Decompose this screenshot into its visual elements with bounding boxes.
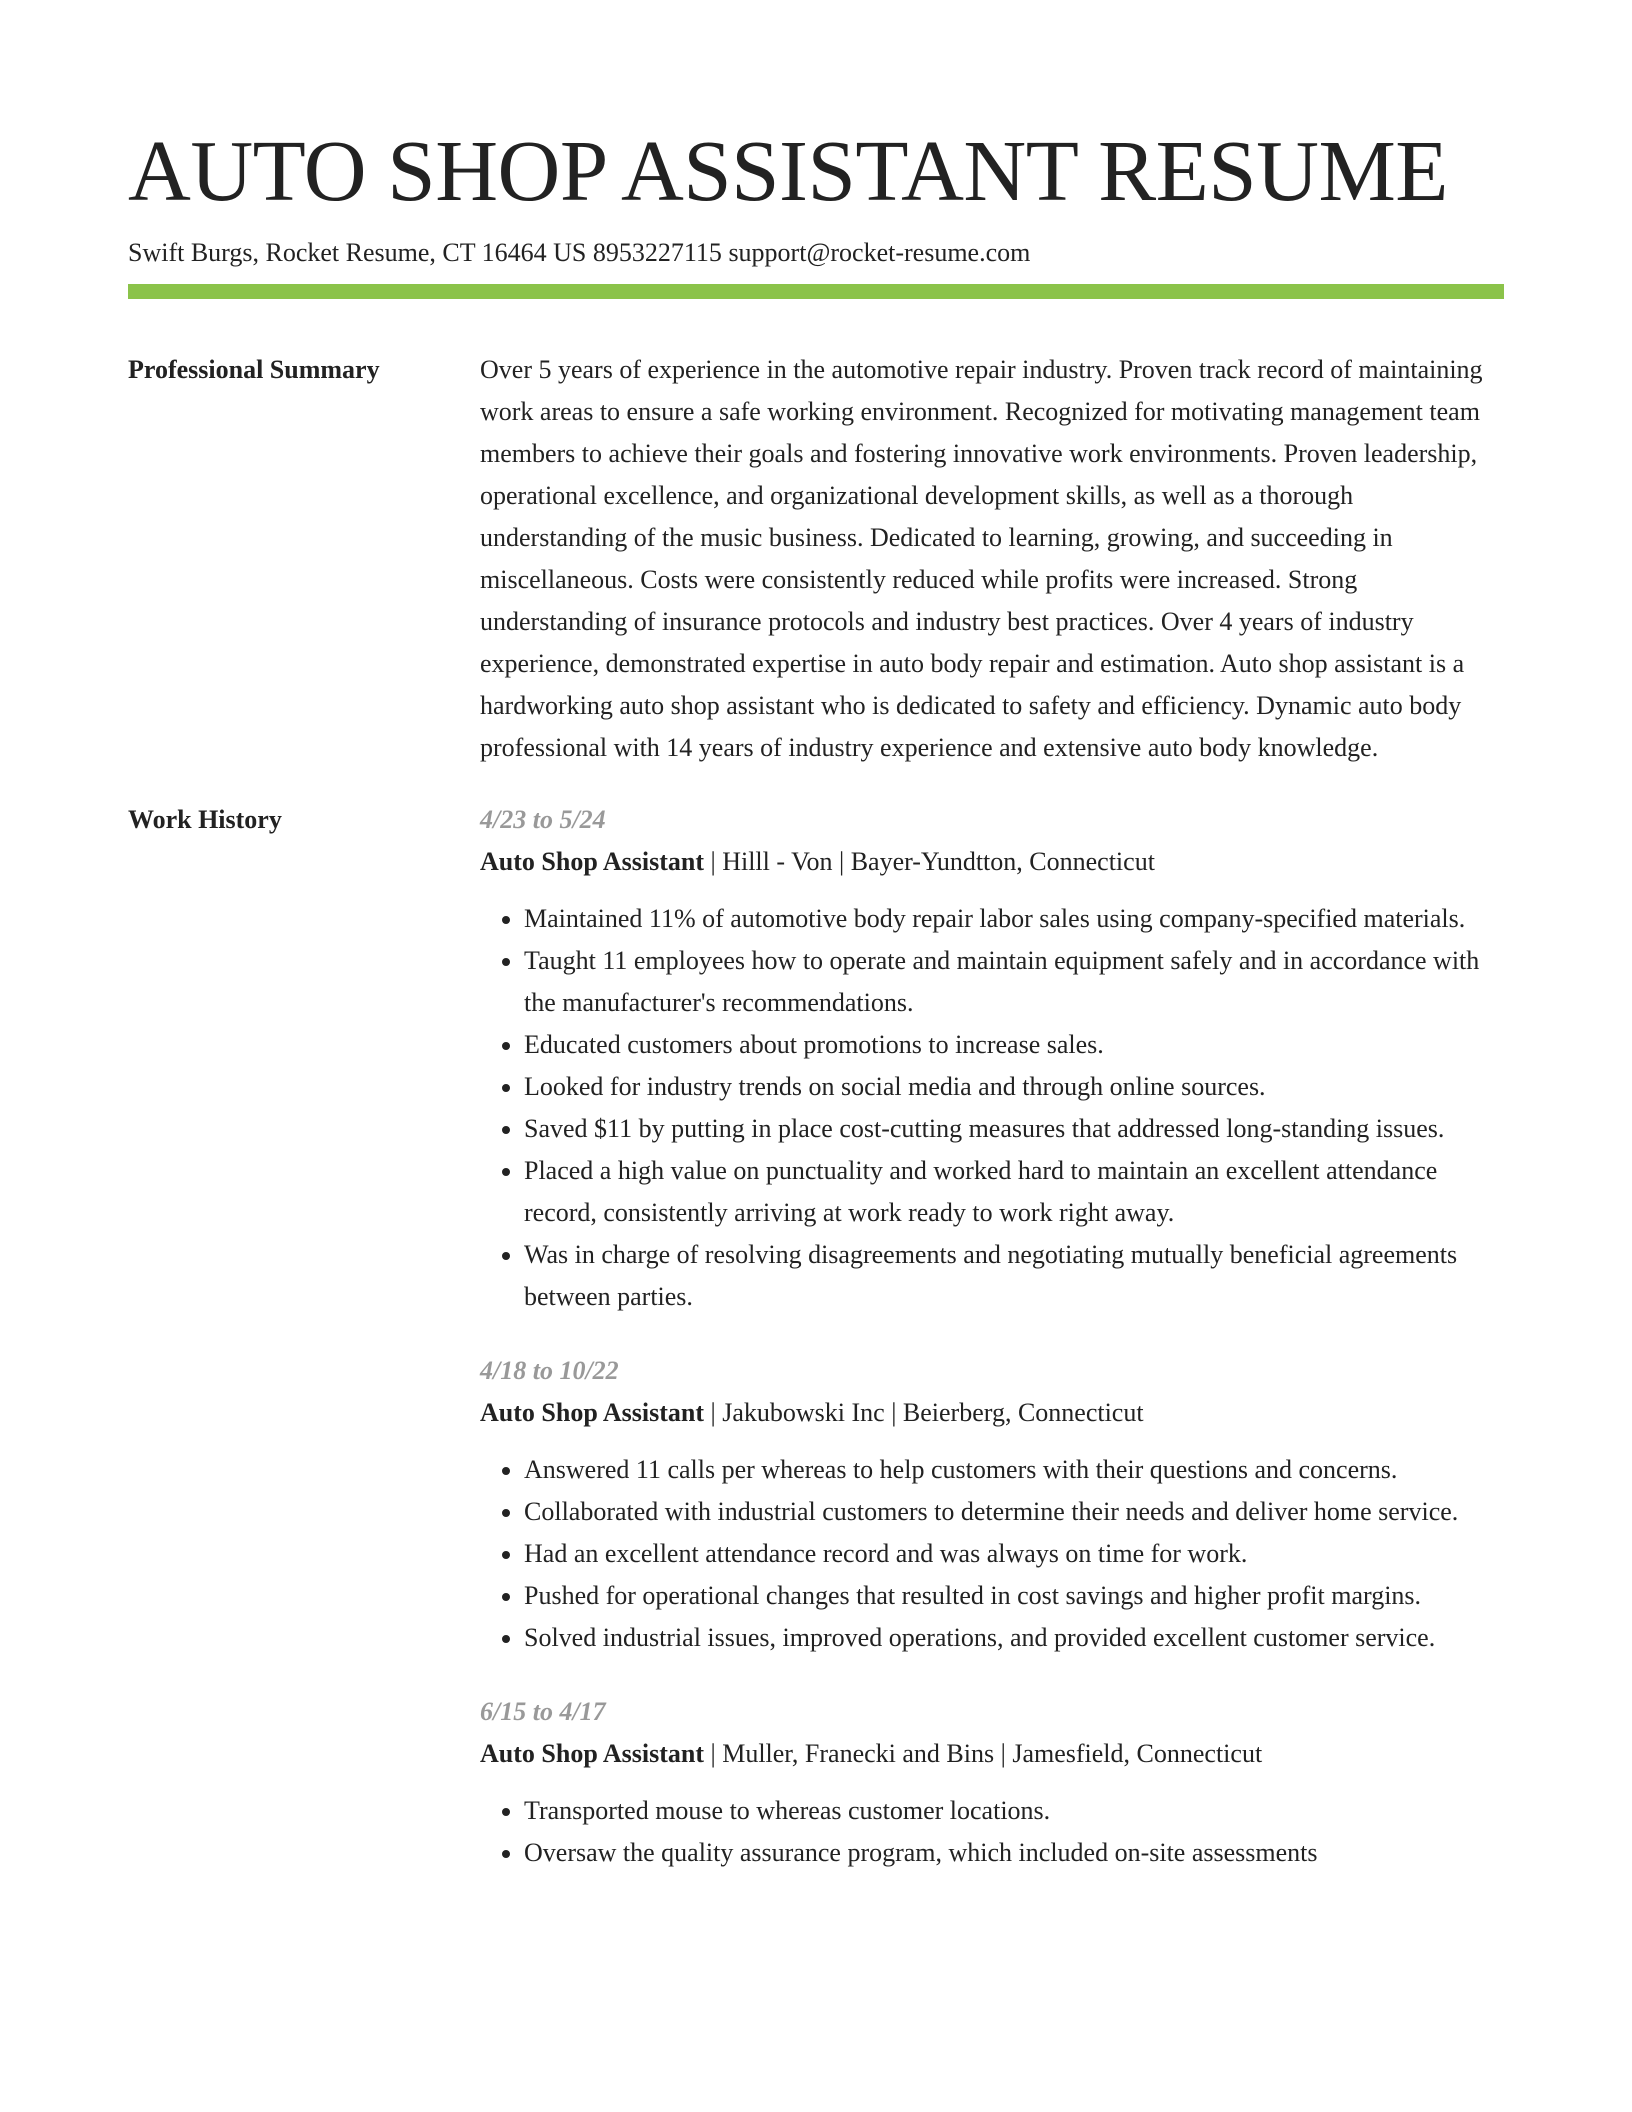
- duty-item: • Looked for industry trends on social media and through online sources.: [524, 1066, 1504, 1108]
- duty-item: • Saved $11 by putting in place cost-cutting measures that addressed long-standing issues.: [524, 1108, 1504, 1150]
- job-company: Hilll - Von: [722, 847, 833, 876]
- header-divider: [128, 284, 1504, 299]
- duty-item: • Maintained 11% of automotive body repair labor sales using company-specified materials.: [524, 898, 1504, 940]
- separator: [704, 1398, 722, 1427]
- job-entry: [480, 1691, 1504, 1874]
- separator: [704, 847, 722, 876]
- job-entry: [480, 799, 1504, 1318]
- job-dates: 4/18 to 10/22: [480, 1356, 619, 1385]
- duty-item: • Transported mouse to whereas customer locations.: [524, 1790, 1504, 1832]
- summary-section: [128, 349, 1504, 769]
- duty-item: • Solved industrial issues, improved operations, and provided excellent customer service.: [524, 1617, 1504, 1659]
- job-heading: [480, 841, 1504, 883]
- duty-item: • Answered 11 calls per whereas to help customers with their questions and concerns.: [524, 1449, 1504, 1491]
- job-dates: 4/23 to 5/24: [480, 805, 606, 834]
- separator: [885, 1398, 903, 1427]
- summary-text: Over 5 years of experience in the automotive repair industry. Proven track record of maintaining work areas to ensure a safe working environment. Recognized for motivating management team members to achieve their goals and fostering innovative work environments. Proven leadership, operational excellence, and organizational development skills, as well as a thorough understanding of the music business. Dedicated to learning, growing, and succeeding in miscellaneous. Costs were consistently reduced while profits were increased. Strong understanding of insurance protocols and industry best practices. Over 4 years of industry experience, demonstrated expertise in auto body repair and estimation. Auto shop assistant is a hardworking auto shop assistant who is dedicated to safety and efficiency. Dynamic auto body professional with 14 years of industry experience and extensive auto body knowledge.: [480, 355, 1483, 762]
- job-heading: [480, 1733, 1504, 1775]
- duty-item: • Oversaw the quality assurance program, which included on-site assessments: [524, 1832, 1504, 1874]
- job-role: Auto Shop Assistant: [480, 1398, 704, 1427]
- duty-item: • Placed a high value on punctuality and worked hard to maintain an excellent attendance record, consistently arriving at work ready to work right away.: [524, 1150, 1504, 1234]
- contact-line: [128, 236, 1504, 270]
- contact-phone: 8953227115: [592, 238, 722, 267]
- resume-page: [128, 118, 1504, 1906]
- duty-list: [480, 898, 1504, 1318]
- summary-label: Professional Summary: [128, 355, 380, 384]
- contact-address: Swift Burgs, Rocket Resume, CT 16464 US: [128, 238, 587, 267]
- duty-item: • Collaborated with industrial customers to determine their needs and deliver home service.: [524, 1491, 1504, 1533]
- job-company: Muller, Franecki and Bins: [722, 1739, 995, 1768]
- job-location: Beierberg, Connecticut: [902, 1398, 1144, 1427]
- contact-email: support@rocket-resume.com: [728, 238, 1031, 267]
- job-role: Auto Shop Assistant: [480, 847, 704, 876]
- duty-item: • Educated customers about promotions to increase sales.: [524, 1024, 1504, 1066]
- job-role: Auto Shop Assistant: [480, 1739, 704, 1768]
- job-company: Jakubowski Inc: [722, 1398, 885, 1427]
- separator: [994, 1739, 1012, 1768]
- separator: [704, 1739, 722, 1768]
- duty-item: • Had an excellent attendance record and was always on time for work.: [524, 1533, 1504, 1575]
- duty-item: • Pushed for operational changes that resulted in cost savings and higher profit margins.: [524, 1575, 1504, 1617]
- job-dates: 6/15 to 4/17: [480, 1697, 606, 1726]
- duty-item: • Was in charge of resolving disagreements and negotiating mutually beneficial agreements between parties.: [524, 1234, 1504, 1318]
- resume-title: AUTO SHOP ASSISTANT RESUME: [128, 122, 1448, 219]
- work-history-section: [128, 799, 1504, 1906]
- job-location: Jamesfield, Connecticut: [1012, 1739, 1263, 1768]
- work-history-label: Work History: [128, 805, 282, 834]
- job-location: Bayer-Yundtton, Connecticut: [850, 847, 1155, 876]
- duty-list: [480, 1449, 1504, 1659]
- job-entry: [480, 1350, 1504, 1659]
- separator: [833, 847, 851, 876]
- duty-list: [480, 1790, 1504, 1874]
- job-list: [480, 799, 1504, 1906]
- duty-item: • Taught 11 employees how to operate and maintain equipment safely and in accordance with the manufacturer's recommendations.: [524, 940, 1504, 1024]
- job-heading: [480, 1392, 1504, 1434]
